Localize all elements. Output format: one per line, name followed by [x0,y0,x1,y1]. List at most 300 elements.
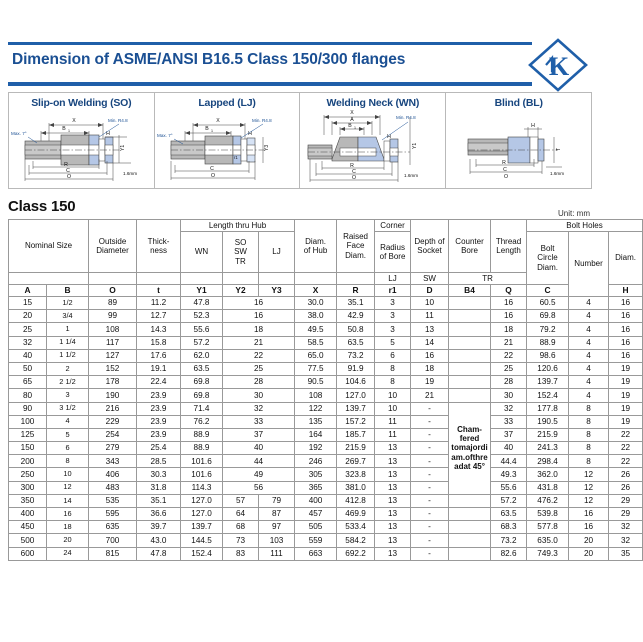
cell-bolt-diam: 19 [609,376,643,389]
cell-nominal-size-b: 1 1/2 [47,349,89,362]
cell-diam-of-hub: 192 [295,442,337,455]
cell-nominal-size-a: 65 [9,376,47,389]
cell-bolt-circle-diam: 362.0 [527,468,569,481]
cell-bolt-circle-diam: 241.3 [527,442,569,455]
cell-thickness: 25.4 [137,442,181,455]
cell-thread-length: 32 [491,402,527,415]
cell-raised-face-diam: 269.7 [337,455,375,468]
header-outside-diameter: Outside Diameter [89,220,137,273]
table-row [9,481,643,494]
cell-depth-of-socket: 14 [411,336,449,349]
svg-text:B: B [205,126,209,132]
svg-text:H: H [248,131,252,137]
cell-bolt-circle-diam: 431.8 [527,481,569,494]
header-blank-lj [259,273,295,285]
cell-counter-bore [449,310,491,323]
svg-text:X: X [72,118,77,124]
cell-outside-diameter: 117 [89,336,137,349]
cell-bolt-circle-diam: 88.9 [527,336,569,349]
cell-length-wn: 127.0 [181,494,223,507]
cell-depth-of-socket: - [411,455,449,468]
symbol-h: H [609,285,643,297]
svg-text:B: B [62,126,67,132]
cell-bolt-number: 20 [569,534,609,547]
cell-length-so-sw-tr-lj: 22 [223,349,295,362]
svg-text:Y1: Y1 [412,142,419,149]
cell-counter-bore [449,362,491,375]
cell-thickness: 22.4 [137,376,181,389]
cell-depth-of-socket: - [411,534,449,547]
cell-length-wn: 55.6 [181,323,223,336]
flange-dimension-table [8,219,643,561]
header-bolt-circle-diam: Bolt Circle Diam. [527,232,569,285]
cell-length-wn: 114.3 [181,481,223,494]
svg-text:1.6mm: 1.6mm [123,171,138,176]
cell-bolt-diam: 16 [609,349,643,362]
cell-bolt-diam: 22 [609,455,643,468]
cell-nominal-size-a: 400 [9,508,47,521]
cell-length-wn: 76.2 [181,415,223,428]
symbol-c: C [527,285,569,297]
cell-diam-of-hub: 77.5 [295,362,337,375]
cell-raised-face-diam: 185.7 [337,428,375,441]
cell-thickness: 28.5 [137,455,181,468]
header-blank-od [89,273,137,285]
table-row [9,428,643,441]
header-sub-lj: LJ [375,273,411,285]
cell-nominal-size-b: 3 [47,389,89,402]
unit-note: Unit: mm [558,209,590,218]
svg-text:Min. R4.8: Min. R4.8 [252,118,272,123]
cell-depth-of-socket: 19 [411,376,449,389]
cell-diam-of-hub: 457 [295,508,337,521]
svg-text:Max. 7°: Max. 7° [11,131,27,136]
cell-nominal-size-b: 12 [47,481,89,494]
blind-drawing [454,109,584,187]
cell-diam-of-hub: 108 [295,389,337,402]
cell-length-so-sw-tr-lj: 16 [223,297,295,310]
header-corner-radius-detail: Radius of Bore [375,232,411,273]
table-body [9,297,643,561]
header-corner-radius-of-bore: Corner [375,220,411,232]
cell-length-wn: 47.8 [181,297,223,310]
cell-diam-of-hub: 30.0 [295,297,337,310]
cell-thickness: 23.9 [137,389,181,402]
cell-bolt-number: 12 [569,468,609,481]
symbol-y1: Y1 [181,285,223,297]
cell-length-so-sw-tr-lj: 44 [223,455,295,468]
cell-corner-radius-of-bore: 13 [375,455,411,468]
cell-depth-of-socket: - [411,468,449,481]
cell-length-wn: 57.2 [181,336,223,349]
svg-text:R: R [64,162,69,168]
cell-bolt-diam: 29 [609,508,643,521]
document-header [8,42,592,88]
cell-length-so-sw-tr-lj: 56 [223,481,295,494]
cell-outside-diameter: 216 [89,402,137,415]
cell-corner-radius-of-bore: 6 [375,349,411,362]
cell-thread-length: 55.6 [491,481,527,494]
cell-raised-face-diam: 35.1 [337,297,375,310]
cell-raised-face-diam: 215.9 [337,442,375,455]
cell-outside-diameter: 343 [89,455,137,468]
cell-thread-length: 73.2 [491,534,527,547]
table-symbol-row [9,285,643,297]
cell-thread-length: 21 [491,336,527,349]
cell-length-so-sw-tr-lj: 16 [223,310,295,323]
svg-text:C: C [66,168,71,174]
svg-text:Min. R4.8: Min. R4.8 [396,115,417,120]
header-nominal-size: Nominal Size [9,220,89,273]
cell-bolt-diam: 16 [609,297,643,310]
cell-nominal-size-a: 450 [9,521,47,534]
cell-thickness: 23.9 [137,415,181,428]
welding-neck-drawing [300,109,445,187]
cell-thread-length: 16 [491,297,527,310]
cell-diam-of-hub: 559 [295,534,337,547]
svg-text:Y1: Y1 [120,144,127,151]
cell-thickness: 30.3 [137,468,181,481]
svg-text:r1: r1 [234,155,238,160]
cell-nominal-size-b: 5 [47,428,89,441]
svg-text:T: T [555,147,562,151]
cell-bolt-circle-diam: 139.7 [527,376,569,389]
table-row [9,336,643,349]
table-row [9,547,643,560]
header-blank-hub [295,273,337,285]
cell-nominal-size-b: 3 1/2 [47,402,89,415]
symbol-b4: B4 [449,285,491,297]
cell-nominal-size-a: 125 [9,428,47,441]
table-row [9,376,643,389]
cell-counter-bore [449,349,491,362]
cell-bolt-number: 4 [569,362,609,375]
cell-bolt-number: 4 [569,336,609,349]
svg-text:Min. R4.8: Min. R4.8 [108,118,128,123]
cell-diam-of-hub: 49.5 [295,323,337,336]
cell-length-wn: 52.3 [181,310,223,323]
cell-bolt-circle-diam: 539.8 [527,508,569,521]
cell-thread-length: 33 [491,415,527,428]
svg-text:O: O [503,174,508,180]
diagram-lapped [155,93,301,188]
cell-thickness: 31.8 [137,481,181,494]
cell-depth-of-socket: - [411,521,449,534]
cell-counter-bore [449,521,491,534]
section-heading [8,198,592,219]
cell-nominal-size-a: 250 [9,468,47,481]
header-counter-bore: Counter Bore [449,220,491,273]
cell-corner-radius-of-bore: 8 [375,376,411,389]
cell-depth-of-socket: - [411,402,449,415]
cell-bolt-number: 12 [569,481,609,494]
header-raised-face-diam: Raised Face Diam. [337,220,375,273]
cell-length-lj: 79 [259,494,295,507]
cell-thickness: 17.6 [137,349,181,362]
cell-outside-diameter: 535 [89,494,137,507]
cell-nominal-size-a: 80 [9,389,47,402]
cell-nominal-size-b: 10 [47,468,89,481]
cell-bolt-number: 12 [569,494,609,507]
cell-nominal-size-a: 15 [9,297,47,310]
cell-thread-length: 57.2 [491,494,527,507]
cell-corner-radius-of-bore: 13 [375,468,411,481]
cell-thickness: 43.0 [137,534,181,547]
header-wn: WN [181,232,223,273]
svg-text:C: C [502,167,507,173]
header-number: Number [569,232,609,297]
diagram-title: Blind (BL) [494,97,543,109]
cell-counter-bore [449,336,491,349]
lapped-drawing [157,109,297,187]
svg-text:C: C [352,169,357,175]
cell-outside-diameter: 127 [89,349,137,362]
cell-corner-radius-of-bore: 13 [375,494,411,507]
cell-corner-radius-of-bore: 13 [375,534,411,547]
cell-length-wn: 88.9 [181,428,223,441]
header-diam: Diam. [609,232,643,285]
table-row [9,442,643,455]
cell-length-wn: 144.5 [181,534,223,547]
cell-thickness: 15.8 [137,336,181,349]
cell-bolt-circle-diam: 60.5 [527,297,569,310]
cell-diam-of-hub: 246 [295,455,337,468]
cell-raised-face-diam: 381.0 [337,481,375,494]
symbol-o: O [89,285,137,297]
cell-diam-of-hub: 135 [295,415,337,428]
cell-nominal-size-a: 150 [9,442,47,455]
cell-counter-bore [449,508,491,521]
svg-text:O: O [210,173,216,179]
symbol-y2: Y2 [223,285,259,297]
cell-thread-length: 40 [491,442,527,455]
cell-nominal-size-a: 500 [9,534,47,547]
cell-length-lj: 97 [259,521,295,534]
cell-length-so-sw-tr-lj: 33 [223,415,295,428]
cell-counter-bore [449,376,491,389]
cell-nominal-size-a: 25 [9,323,47,336]
cell-nominal-size-b: 24 [47,547,89,560]
svg-text:Y3: Y3 [264,144,270,151]
cell-corner-radius-of-bore: 13 [375,508,411,521]
cell-depth-of-socket: - [411,494,449,507]
cell-nominal-size-b: 14 [47,494,89,507]
cell-length-so-sw-tr: 73 [223,534,259,547]
cell-diam-of-hub: 365 [295,481,337,494]
cell-length-so-sw-tr-lj: 37 [223,428,295,441]
cell-bolt-number: 16 [569,508,609,521]
cell-outside-diameter: 635 [89,521,137,534]
svg-text:H: H [530,123,535,129]
table-row [9,323,643,336]
cell-bolt-diam: 19 [609,362,643,375]
cell-length-so-sw-tr-lj: 30 [223,389,295,402]
cell-bolt-circle-diam: 190.5 [527,415,569,428]
cell-bolt-circle-diam: 577.8 [527,521,569,534]
company-logo-icon [526,36,590,94]
symbol-b: B [47,285,89,297]
svg-text:Max. 7°: Max. 7° [157,133,173,138]
cell-diam-of-hub: 65.0 [295,349,337,362]
cell-nominal-size-b: 18 [47,521,89,534]
header-blank-thk [137,273,181,285]
cell-raised-face-diam: 584.2 [337,534,375,547]
cell-depth-of-socket: - [411,442,449,455]
flange-diagram-strip [8,92,592,189]
table-row [9,494,643,507]
cell-corner-radius-of-bore: 5 [375,336,411,349]
cell-thread-length: 28 [491,376,527,389]
table-row [9,310,643,323]
cell-length-wn: 63.5 [181,362,223,375]
cell-outside-diameter: 89 [89,297,137,310]
diagram-title: Slip-on Welding (SO) [31,97,132,109]
cell-outside-diameter: 99 [89,310,137,323]
cell-nominal-size-b: 8 [47,455,89,468]
logo-letter: K [548,52,570,81]
cell-raised-face-diam: 157.2 [337,415,375,428]
cell-depth-of-socket: - [411,481,449,494]
cell-outside-diameter: 152 [89,362,137,375]
diagram-title: Lapped (LJ) [198,97,256,109]
cell-nominal-size-a: 20 [9,310,47,323]
symbol-y3: Y3 [259,285,295,297]
cell-thread-length: 30 [491,389,527,402]
cell-depth-of-socket: 16 [411,349,449,362]
cell-bolt-number: 8 [569,455,609,468]
header-thread-length: Thread Length [491,220,527,273]
cell-bolt-number: 20 [569,547,609,560]
cell-thread-length: 82.6 [491,547,527,560]
cell-length-lj: 103 [259,534,295,547]
cell-bolt-number: 8 [569,415,609,428]
cell-outside-diameter: 406 [89,468,137,481]
cell-nominal-size-b: 1 [47,323,89,336]
svg-text:O: O [67,174,72,180]
cell-corner-radius-of-bore: 3 [375,297,411,310]
cell-length-wn: 69.8 [181,376,223,389]
svg-text:1.6mm: 1.6mm [549,171,564,176]
table-row [9,415,643,428]
cell-nominal-size-b: 20 [47,534,89,547]
cell-diam-of-hub: 164 [295,428,337,441]
cell-diam-of-hub: 400 [295,494,337,507]
cell-raised-face-diam: 104.6 [337,376,375,389]
table-row [9,468,643,481]
cell-depth-of-socket: 21 [411,389,449,402]
cell-counter-bore [449,547,491,560]
cell-length-lj: 111 [259,547,295,560]
svg-text:B: B [348,123,353,129]
svg-text:H: H [106,131,111,137]
header-sub-tr: TR [449,273,527,285]
table-row [9,402,643,415]
slip-on-welding-drawing [11,109,151,187]
cell-raised-face-diam: 42.9 [337,310,375,323]
symbol-x: X [295,285,337,297]
cell-nominal-size-b: 16 [47,508,89,521]
cell-raised-face-diam: 533.4 [337,521,375,534]
section-title: Class 150 [8,198,76,215]
cell-corner-radius-of-bore: 11 [375,415,411,428]
header-lj: LJ [259,232,295,273]
cell-depth-of-socket: 18 [411,362,449,375]
svg-text:R: R [350,163,355,169]
diagram-slip-on-welding [9,93,155,188]
cell-length-so-sw-tr-lj: 18 [223,323,295,336]
cell-diam-of-hub: 90.5 [295,376,337,389]
cell-nominal-size-b: 2 1/2 [47,376,89,389]
cell-bolt-number: 4 [569,323,609,336]
cell-outside-diameter: 108 [89,323,137,336]
cell-raised-face-diam: 91.9 [337,362,375,375]
cell-bolt-diam: 35 [609,547,643,560]
cell-bolt-number: 4 [569,310,609,323]
cell-depth-of-socket: 13 [411,323,449,336]
cell-length-wn: 139.7 [181,521,223,534]
cell-raised-face-diam: 50.8 [337,323,375,336]
symbol-q: Q [491,285,527,297]
cell-raised-face-diam: 469.9 [337,508,375,521]
cell-thread-length: 22 [491,349,527,362]
cell-length-wn: 101.6 [181,455,223,468]
cell-bolt-diam: 16 [609,310,643,323]
cell-corner-radius-of-bore: 10 [375,402,411,415]
cell-thread-length: 37 [491,428,527,441]
cell-raised-face-diam: 412.8 [337,494,375,507]
cell-counter-bore [449,323,491,336]
cell-bolt-diam: 16 [609,336,643,349]
cell-nominal-size-b: 4 [47,415,89,428]
cell-length-so-sw-tr-lj: 25 [223,362,295,375]
cell-nominal-size-b: 1/2 [47,297,89,310]
svg-text:1.6mm: 1.6mm [404,173,419,178]
cell-nominal-size-b: 3/4 [47,310,89,323]
cell-bolt-diam: 16 [609,323,643,336]
cell-corner-radius-of-bore: 13 [375,521,411,534]
cell-thickness: 36.6 [137,508,181,521]
cell-bolt-diam: 32 [609,521,643,534]
svg-text:1: 1 [68,129,71,133]
cell-nominal-size-b: 6 [47,442,89,455]
svg-text:X: X [216,118,220,124]
header-diam-of-hub: Diam. of Hub [295,220,337,273]
cell-bolt-diam: 22 [609,442,643,455]
cell-thickness: 14.3 [137,323,181,336]
cell-outside-diameter: 178 [89,376,137,389]
cell-thickness: 23.9 [137,402,181,415]
cell-raised-face-diam: 73.2 [337,349,375,362]
cell-corner-radius-of-bore: 3 [375,310,411,323]
cell-bolt-circle-diam: 69.8 [527,310,569,323]
cell-length-lj: 87 [259,508,295,521]
cell-bolt-circle-diam: 98.6 [527,349,569,362]
cell-nominal-size-a: 32 [9,336,47,349]
cell-outside-diameter: 700 [89,534,137,547]
cell-bolt-number: 4 [569,376,609,389]
cell-bolt-diam: 19 [609,389,643,402]
cell-raised-face-diam: 63.5 [337,336,375,349]
cell-outside-diameter: 279 [89,442,137,455]
cell-counter-bore [449,494,491,507]
cell-thickness: 35.1 [137,494,181,507]
cell-length-so-sw-tr: 68 [223,521,259,534]
table-row [9,521,643,534]
symbol-r: R [337,285,375,297]
cell-diam-of-hub: 58.5 [295,336,337,349]
cell-length-so-sw-tr-lj: 21 [223,336,295,349]
cell-length-wn: 69.8 [181,389,223,402]
